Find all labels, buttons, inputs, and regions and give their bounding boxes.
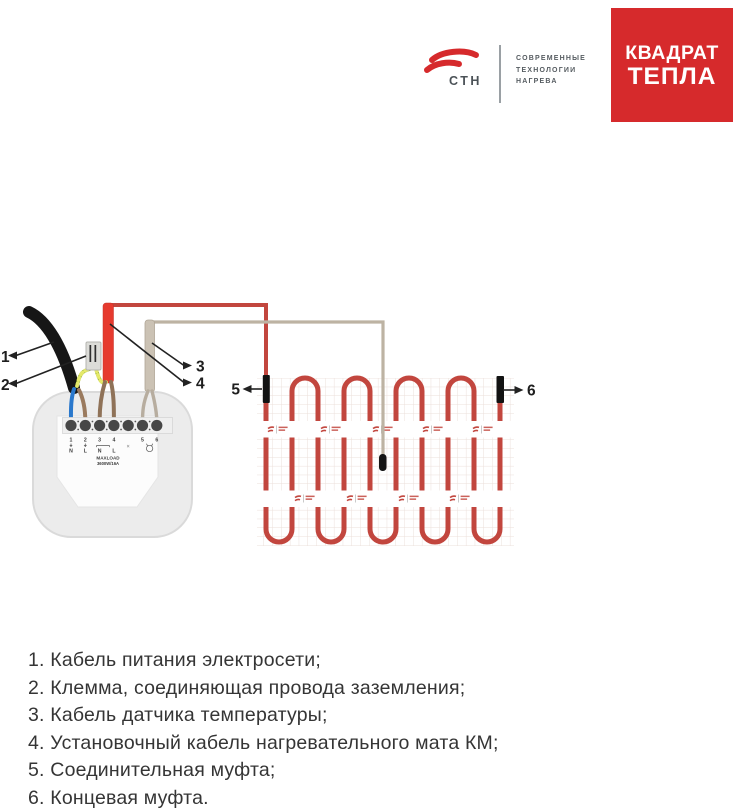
callout-3	[152, 343, 205, 376]
svg-text:L: L	[84, 449, 88, 455]
stn-logo-text: СТН	[449, 74, 493, 88]
floor-sensor	[379, 454, 387, 471]
legend-item: 6. Концевая муфта.	[28, 785, 718, 812]
svg-text:1: 1	[70, 438, 73, 444]
svg-text:2: 2	[84, 438, 87, 444]
terminal-screw	[108, 420, 119, 431]
legend-item: 5. Соединительная муфта;	[28, 757, 718, 785]
install-cable	[103, 303, 114, 383]
svg-text:N: N	[98, 449, 102, 455]
legend-list	[28, 647, 718, 812]
svg-text:N: N	[69, 449, 73, 455]
tagline-line: НАГРЕВА	[516, 76, 586, 88]
callout-1	[1, 342, 54, 366]
svg-text:L: L	[112, 449, 116, 455]
svg-text:MAXLOAD: MAXLOAD	[96, 456, 120, 461]
svg-text:4: 4	[112, 438, 115, 444]
legend-item: 2. Клемма, соединяющая провода заземления;	[28, 675, 718, 703]
terminal-screw	[137, 420, 148, 431]
legend-item: 3. Кабель датчика температуры;	[28, 702, 718, 730]
arrow-right-icon	[183, 379, 192, 387]
legend-item: 4. Установочный кабель нагревательного мата КМ;	[28, 730, 718, 758]
svg-text:3600W/16A: 3600W/16A	[97, 461, 119, 466]
mat-tape-band	[257, 491, 514, 508]
callout-4	[110, 324, 205, 393]
terminal-screw	[65, 420, 76, 431]
svg-text:4: 4	[196, 376, 205, 393]
svg-text:6: 6	[155, 438, 158, 444]
svg-text:1: 1	[1, 349, 10, 366]
arrow-right-icon	[515, 386, 524, 394]
tagline-line: ТЕХНОЛОГИИ	[516, 65, 586, 77]
svg-text:3: 3	[98, 438, 101, 444]
ground-wire-stripe	[77, 369, 90, 386]
terminal-screw	[80, 420, 91, 431]
terminal-screw	[94, 420, 105, 431]
terminal-screw	[123, 420, 134, 431]
arrow-left-icon	[243, 385, 252, 393]
terminal-screw	[151, 420, 162, 431]
svg-text:×: ×	[127, 444, 130, 450]
badge-line2: ТЕПЛА	[611, 64, 733, 89]
badge-line1: КВАДРАТ	[611, 42, 733, 64]
svg-text:6: 6	[527, 383, 536, 400]
end-coupling	[497, 376, 505, 403]
tagline-line: СОВРЕМЕННЫЕ	[516, 53, 586, 65]
svg-text:5: 5	[231, 382, 240, 399]
connection-coupling	[263, 375, 270, 403]
mat-tape-band	[257, 421, 514, 438]
arrow-right-icon	[183, 362, 192, 370]
svg-text:3: 3	[196, 359, 205, 376]
legend-item: 1. Кабель питания электросети;	[28, 647, 718, 675]
svg-text:2: 2	[1, 377, 10, 394]
ground-clamp	[86, 342, 101, 370]
svg-text:5: 5	[141, 438, 144, 444]
